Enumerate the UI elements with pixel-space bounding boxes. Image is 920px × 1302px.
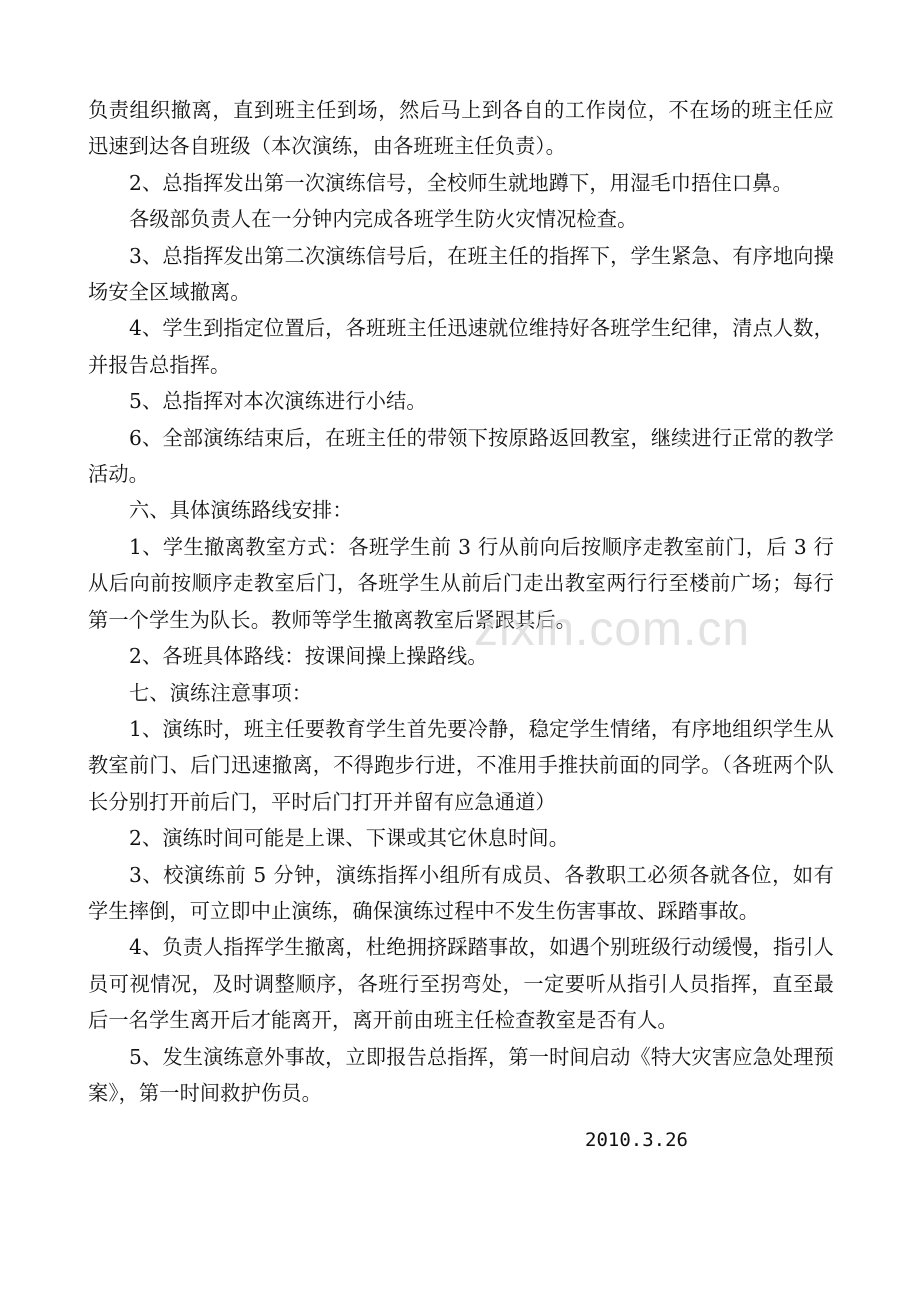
paragraph-step-2: 2、总指挥发出第一次演练信号，全校师生就地蹲下，用湿毛巾捂住口鼻。 (129, 170, 793, 195)
section-heading-notes: 七、演练注意事项： (129, 680, 313, 705)
watermark: zixin.com.cn (474, 603, 751, 656)
paragraph-route-2: 2、各班具体路线：按课间操上操路线。 (129, 644, 488, 669)
section-heading-routes: 六、具体演练路线安排： (129, 498, 353, 523)
paragraph-inspection: 各级部负责人在一分钟内完成各班学生防火灾情况检查。 (129, 207, 638, 232)
paragraph-step-3: 3、总指挥发出第二次演练信号后，在班主任的指挥下，学生紧急、有序地向操场安全区域撤离。 (88, 243, 834, 305)
paragraph-continued: 负责组织撤离，直到班主任到场，然后马上到各自的工作岗位，不在场的班主任应迅速到达各自班级（本次演练，由各班班主任负责）。 (88, 98, 834, 159)
document-date: 2010.3.26 (585, 1129, 688, 1151)
paragraph-step-5: 5、总指挥对本次演练进行小结。 (129, 389, 427, 414)
paragraph-step-6: 6、全部演练结束后，在班主任的带领下按原路返回教室，继续进行正常的教学活动。 (88, 425, 834, 487)
paragraph-note-1: 1、演练时，班主任要教育学生首先要冷静，稳定学生情绪，有序地组织学生从教室前门、后门迅速撤离，不得跑步行进，不准用手推扶前面的同学。（各班两个队长分别打开前后门，平时后门打开并留有应急通道） (88, 716, 834, 814)
paragraph-step-4: 4、学生到指定位置后，各班班主任迅速就位维持好各班学生纪律，清点人数，并报告总指挥。 (88, 316, 834, 377)
paragraph-note-2: 2、演练时间可能是上课、下课或其它休息时间。 (129, 826, 570, 851)
paragraph-note-5: 5、发生演练意外事故，立即报告总指挥，第一时间启动《特大灾害应急处理预案》，第一时间救护伤员。 (88, 1044, 834, 1105)
document-body (88, 92, 834, 1111)
paragraph-note-3: 3、校演练前 5 分钟，演练指挥小组所有成员、各教职工必须各就各位，如有学生摔倒，可立即中止演练，确保演练过程中不发生伤害事故、踩踏事故。 (88, 862, 834, 923)
paragraph-note-4: 4、负责人指挥学生撤离，杜绝拥挤踩踏事故，如遇个别班级行动缓慢，指引人员可视情况，及时调整顺序，各班行至拐弯处，一定要听从指引人员指挥，直至最后一名学生离开后才能离开，离开前由班主任检查教室是否有人。 (88, 935, 834, 1033)
paragraph-route-1: 1、学生撤离教室方式：各班学生前 3 行从前向后按顺序走教室前门，后 3 行从后向前按顺序走教室后门，各班学生从前后门走出教室两行行至楼前广场；每行第一个学生为队长。教师等学生撤离教室后紧跟其后。 (88, 534, 834, 632)
